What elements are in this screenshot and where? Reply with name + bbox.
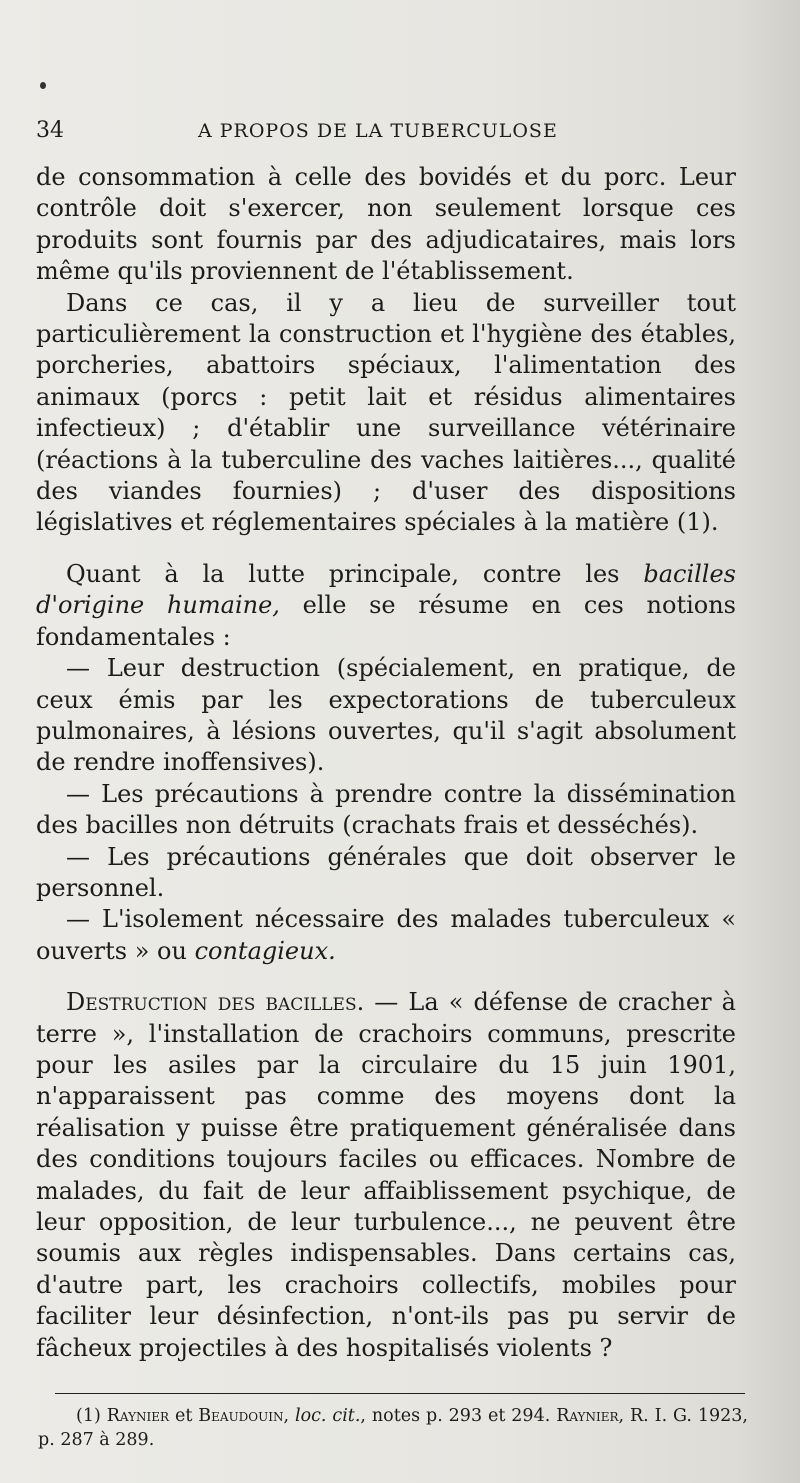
paragraph-4 <box>36 987 736 1364</box>
footnote-marker: (1) <box>76 1406 107 1426</box>
paragraph-1: de consommation à celle des bovidés et du porc. Leur contrôle doit s'exercer, non seulement lorsque ces produits sont fournis par des adjudicataires, mais lors même qu'ils proviennent de l'établissement. <box>36 163 736 286</box>
paragraph-2: Dans ce cas, il y a lieu de surveiller tout particulièrement la construction et l'hygiène des étables, porcheries, abattoirs spéciaux, l'alimentation des animaux (porcs : petit lait et résidus alimentaires infectieux) ; d'établir une surveillance vétérinaire (réactions à la tuberculine des vaches laitières..., qualité des viandes fournies) ; d'user des dispositions législatives et réglementaires spéciales à la matière (1). <box>36 288 736 537</box>
body-text <box>36 162 736 1364</box>
paragraph-4-text: — La « défense de cracher à terre », l'installation de crachoirs communs, prescrite pour les asiles par la circulaire du 15 juin 1901, n'apparaissent pas comme des moyens dont la réalisation y puisse être pratiquement généralisée dans des conditions toujours faciles ou efficaces. Nombre de malades, du fait de leur affaiblissement psychique, de leur opposition, de leur turbulence..., ne peuvent être soumis aux règles indispensables. Dans certains cas, d'autre part, les crachoirs collectifs, mobiles pour faciliter leur désinfection, n'ont-ils pas pu servir de fâcheux projectiles à des hospitalisés violents ? <box>36 988 736 1362</box>
page-header <box>36 118 746 148</box>
paragraph-3-end: elle se résume en ces notions fondamentales : <box>36 591 736 651</box>
list-item-4-text: — L'isolement nécessaire des malades tuberculeux « ouverts » ou <box>36 905 736 965</box>
paragraph-3 <box>36 559 736 653</box>
paragraph-3-start: Quant à la lutte principale, contre les <box>66 559 644 588</box>
footnote-and: et <box>169 1406 199 1426</box>
section-heading: Destruction des bacilles. <box>66 988 365 1017</box>
list-item-4-italic: contagieux. <box>194 936 336 965</box>
list-item-2: — Les précautions à prendre contre la dissémination des bacilles non détruits (crachats frais et desséchés). <box>36 779 736 840</box>
page-number: 34 <box>36 118 64 143</box>
footnote <box>38 1404 748 1452</box>
footnote-loc-cit: loc. cit. <box>294 1406 361 1426</box>
ink-speck <box>40 82 46 89</box>
list-item-3: — Les précautions générales que doit observer le personnel. <box>36 842 736 902</box>
running-title: A PROPOS DE LA TUBERCULOSE <box>198 120 558 142</box>
footnote-rule <box>55 1393 745 1394</box>
footnote-author-1: Raynier <box>106 1406 170 1426</box>
footnote-text: , notes p. 293 et 294. <box>360 1406 557 1426</box>
footnote-author-3: Raynier <box>556 1406 619 1426</box>
list-item-4 <box>36 904 736 967</box>
paragraph-3-italic: bacilles d'origine humaine, <box>36 559 736 620</box>
footnote-tail: , R. I. G. 1923, p. 287 à 289. <box>38 1406 748 1450</box>
footnote-author-2: Beaudouin <box>198 1406 284 1426</box>
footnote-comma: , <box>283 1406 295 1426</box>
list-item-1: — Leur destruction (spécialement, en pratique, de ceux émis par les expectorations de tuberculeux pulmonaires, à lésions ouvertes, qu'il s'agit absolument de rendre inoffensives). <box>36 654 736 777</box>
